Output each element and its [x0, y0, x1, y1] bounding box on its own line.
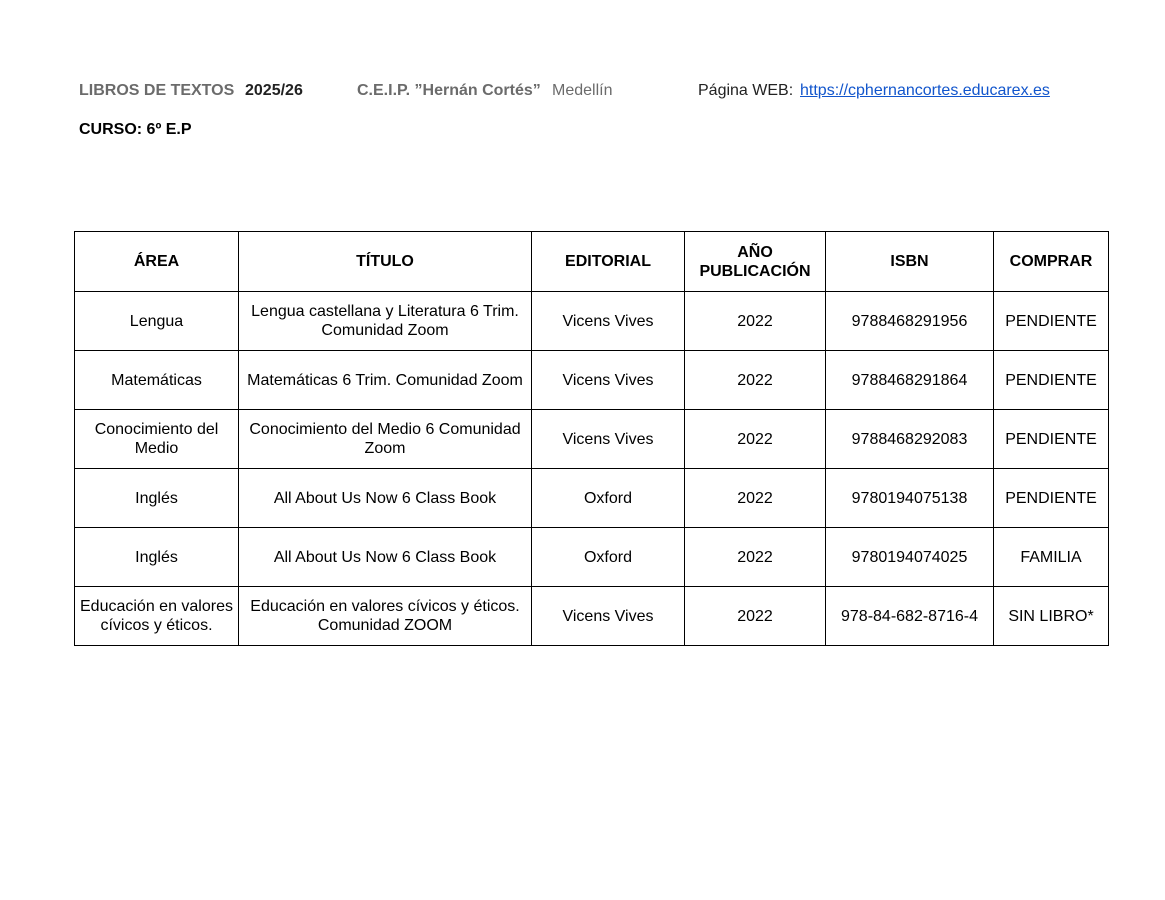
cell-isbn: 9780194075138: [826, 469, 994, 528]
cell-buy: SIN LIBRO*: [994, 587, 1109, 646]
cell-editorial: Oxford: [532, 469, 685, 528]
cell-area: Inglés: [75, 469, 239, 528]
cell-title: Matemáticas 6 Trim. Comunidad Zoom: [239, 351, 532, 410]
cell-area: Lengua: [75, 292, 239, 351]
textbooks-table: [74, 231, 1109, 646]
cell-isbn: 9788468291864: [826, 351, 994, 410]
cell-area: Inglés: [75, 528, 239, 587]
cell-title: Educación en valores cívicos y éticos. Comunidad ZOOM: [239, 587, 532, 646]
school-year: 2025/26: [245, 82, 303, 99]
header-publication-year: AÑO PUBLICACIÓN: [685, 232, 826, 292]
table-row: [75, 351, 1109, 410]
cell-year: 2022: [685, 469, 826, 528]
cell-buy: FAMILIA: [994, 528, 1109, 587]
cell-title: Lengua castellana y Literatura 6 Trim. Comunidad Zoom: [239, 292, 532, 351]
table-row: [75, 587, 1109, 646]
cell-isbn: 9788468292083: [826, 410, 994, 469]
school-name: C.E.I.P. ”Hernán Cortés”: [357, 82, 541, 99]
table-row: [75, 469, 1109, 528]
cell-buy: PENDIENTE: [994, 351, 1109, 410]
cell-editorial: Oxford: [532, 528, 685, 587]
cell-buy: PENDIENTE: [994, 292, 1109, 351]
course-label: CURSO: 6º E.P: [79, 121, 192, 138]
document-title: LIBROS DE TEXTOS: [79, 82, 235, 99]
cell-buy: PENDIENTE: [994, 410, 1109, 469]
cell-area: Educación en valores cívicos y éticos.: [75, 587, 239, 646]
cell-editorial: Vicens Vives: [532, 410, 685, 469]
cell-year: 2022: [685, 292, 826, 351]
table-row: [75, 292, 1109, 351]
cell-area: Conocimiento del Medio: [75, 410, 239, 469]
web-label: Página WEB:: [698, 82, 794, 99]
header-buy: COMPRAR: [994, 232, 1109, 292]
table-row: [75, 528, 1109, 587]
cell-isbn: 9788468291956: [826, 292, 994, 351]
website-link[interactable]: https://cphernancortes.educarex.es: [800, 82, 1050, 99]
cell-year: 2022: [685, 587, 826, 646]
cell-year: 2022: [685, 410, 826, 469]
cell-year: 2022: [685, 351, 826, 410]
table-header-row: [75, 232, 1109, 292]
cell-isbn: 9780194074025: [826, 528, 994, 587]
cell-area: Matemáticas: [75, 351, 239, 410]
cell-editorial: Vicens Vives: [532, 351, 685, 410]
table-row: [75, 410, 1109, 469]
header-isbn: ISBN: [826, 232, 994, 292]
cell-title: All About Us Now 6 Class Book: [239, 528, 532, 587]
header-title: TÍTULO: [239, 232, 532, 292]
cell-title: All About Us Now 6 Class Book: [239, 469, 532, 528]
cell-buy: PENDIENTE: [994, 469, 1109, 528]
header-editorial: EDITORIAL: [532, 232, 685, 292]
cell-editorial: Vicens Vives: [532, 587, 685, 646]
cell-year: 2022: [685, 528, 826, 587]
cell-isbn: 978-84-682-8716-4: [826, 587, 994, 646]
cell-title: Conocimiento del Medio 6 Comunidad Zoom: [239, 410, 532, 469]
document-header: [0, 82, 1165, 104]
header-area: ÁREA: [75, 232, 239, 292]
school-town: Medellín: [552, 82, 613, 99]
cell-editorial: Vicens Vives: [532, 292, 685, 351]
